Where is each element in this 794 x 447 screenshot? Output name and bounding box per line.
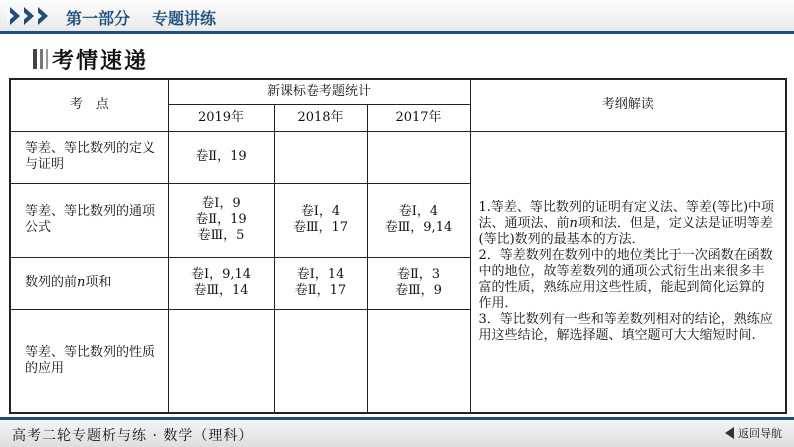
back-arrow-icon [725, 427, 734, 439]
topic-label: 专题讲练 [152, 9, 217, 28]
row-topic: 等差、等比数列的定义与证明 [10, 131, 168, 183]
back-to-nav-button[interactable] [725, 425, 782, 441]
header-kaodian: 考 点 [10, 79, 168, 131]
top-banner [0, 0, 794, 34]
row-topic: 数列的前n项和 [10, 257, 168, 309]
cell-2019 [168, 309, 274, 413]
part-label: 第一部分 [66, 9, 131, 28]
row-topic: 等差、等比数列的通项公式 [10, 183, 168, 257]
header-year-2018: 2018年 [274, 104, 367, 131]
cell-2017: 卷Ⅰ，4 卷Ⅲ，9,14 [367, 183, 470, 257]
cell-2019: 卷Ⅰ，9,14 卷Ⅲ，14 [168, 257, 274, 309]
cell-2017: 卷Ⅱ，3 卷Ⅲ，9 [367, 257, 470, 309]
header-year-2019: 2019年 [168, 104, 274, 131]
header-interp: 考纲解读 [470, 79, 786, 131]
back-to-nav-label: 返回导航 [738, 427, 782, 440]
cell-2019: 卷Ⅰ，9 卷Ⅱ，19 卷Ⅲ，5 [168, 183, 274, 257]
cell-2018 [274, 131, 367, 183]
header-stats: 新课标卷考题统计 [168, 79, 470, 104]
row-topic: 等差、等比数列的性质的应用 [10, 309, 168, 413]
interp-paragraph-1: 1.等差、等比数列的证明有定义法、等差(等比)中项法、通项法、前n项和法．但是，定义法是证明等差(等比)数列的最基本的方法． [478, 199, 775, 247]
header-year-2017: 2017年 [367, 104, 470, 131]
cell-2017 [367, 309, 470, 413]
cell-2018: 卷Ⅰ，4 卷Ⅲ，17 [274, 183, 367, 257]
interpretation-cell [470, 131, 786, 413]
cell-2018: 卷Ⅰ，14 卷Ⅱ，17 [274, 257, 367, 309]
footer-title: 高考二轮专题析与练 · 数学（理科） [12, 428, 254, 444]
footer-bar [0, 417, 794, 447]
exam-stats-table [9, 78, 785, 414]
interp-paragraph-3: 3．等比数列有一些和等差数列相对的结论，熟练应用这些结论，解选择题、填空题可大大缩短时间. [478, 311, 773, 343]
interp-paragraph-2: 2．等差数列在数列中的地位类比于一次函数在函数中的地位，故等差数列的通项公式衍生出来很多丰富的性质，熟练应用这些性质，能起到简化运算的作用． [478, 247, 773, 311]
cell-2018 [274, 309, 367, 413]
chevron-right-icon [10, 7, 52, 27]
cell-2017 [367, 131, 470, 183]
section-title: 考情速递 [52, 48, 149, 74]
section-bars-icon [33, 49, 48, 69]
cell-2019: 卷Ⅱ，19 [168, 131, 274, 183]
